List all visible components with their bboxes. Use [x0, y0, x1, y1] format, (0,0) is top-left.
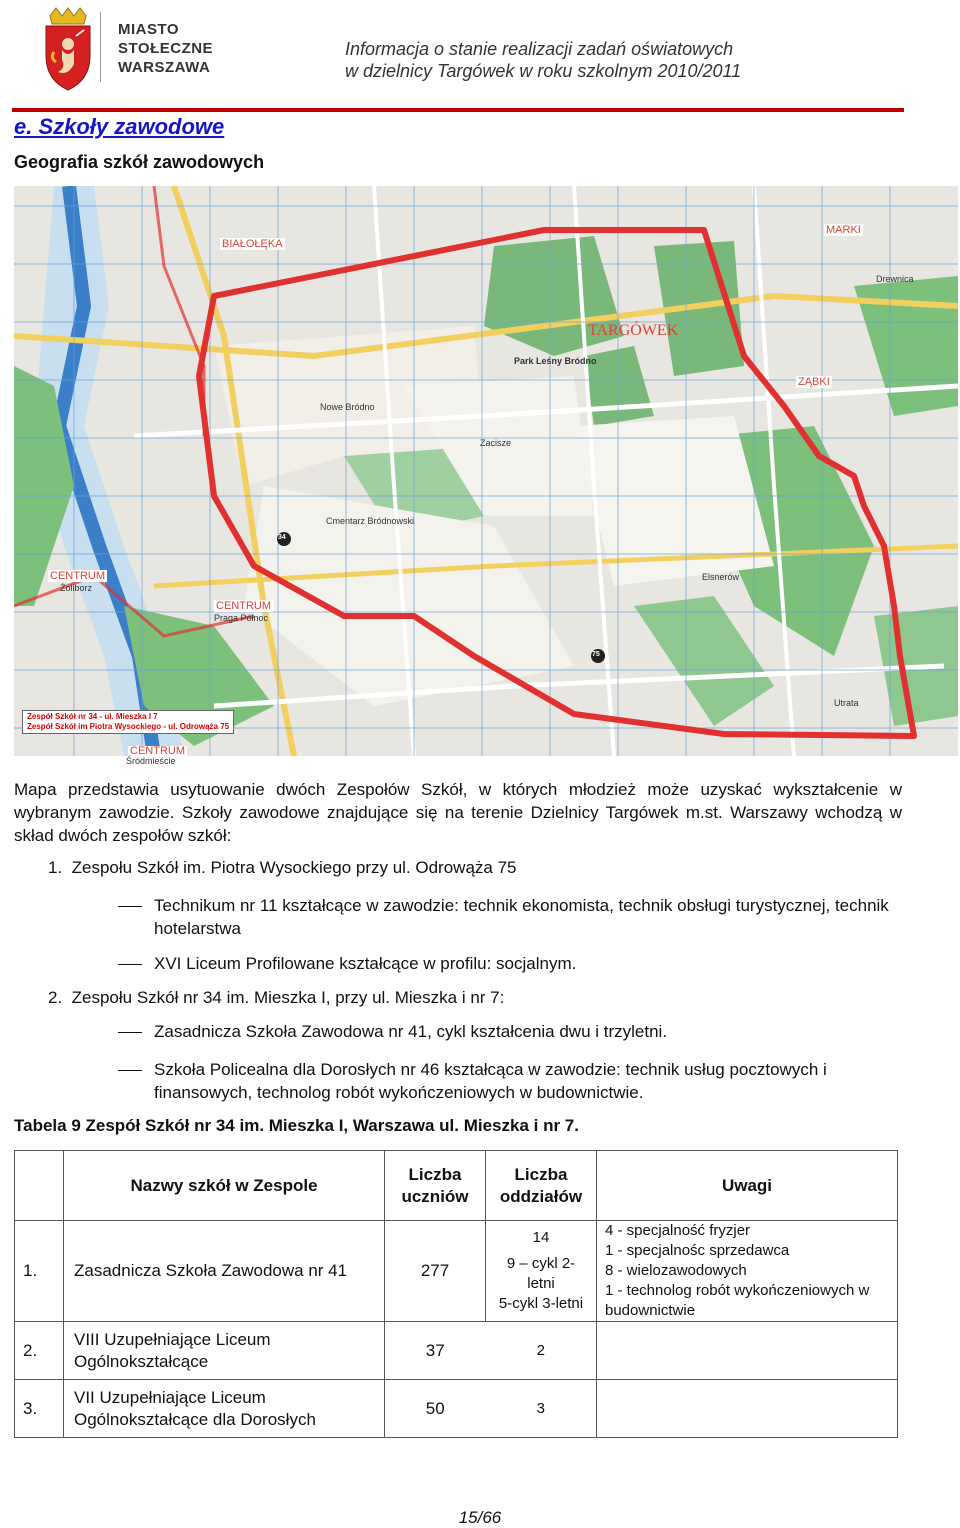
dash-bullet	[118, 1032, 142, 1033]
table-caption: Tabela 9 Zespół Szkół nr 34 im. Mieszka I, Warszawa ul. Mieszka i nr 7.	[14, 1116, 579, 1135]
row-notes	[597, 1380, 898, 1438]
row-name: VIII Uzupełniające Liceum Ogólnokształcące	[64, 1322, 385, 1380]
map-graphic	[14, 186, 958, 756]
header-name: Nazwy szkół w Zespole	[64, 1151, 385, 1221]
header-notes: Uwagi	[597, 1151, 898, 1221]
map-label-targowek: TARGÓWEK	[588, 322, 679, 339]
dash-bullet	[118, 964, 142, 965]
row-notes	[597, 1322, 898, 1380]
header-classes: Liczba oddziałów	[486, 1151, 597, 1221]
dash-bullet	[118, 1070, 142, 1071]
row-notes: 4 - specjalność fryzjer 1 - specjalnośc sprzedawca 8 - wielozawodowych 1 - technolog robót wykończeniowych w budownictwie	[597, 1221, 898, 1322]
school-marker-34-label: 34	[278, 534, 286, 541]
table-row	[15, 1322, 898, 1380]
map-label-drewnica: Drewnica	[876, 274, 914, 284]
group-2: 2. Zespołu Szkół nr 34 im. Mieszka I, przy ul. Mieszka i nr 7:	[48, 988, 505, 1007]
group-2-item-2: Szkoła Policealna dla Dorosłych nr 46 kształcąca w zawodzie: technik usług pocztowych i finansowych, technolog robót wykończeniowych w budownictwie.	[154, 1060, 827, 1102]
header-rule	[12, 108, 904, 112]
schools-table	[14, 1150, 898, 1438]
header-students: Liczba uczniów	[385, 1151, 486, 1221]
map-label-zacisze: Zacisze	[480, 438, 512, 448]
map-label-cemetery: Cmentarz Bródnowski	[326, 516, 415, 526]
page-header	[0, 0, 960, 112]
group-1: 1. Zespołu Szkół im. Piotra Wysockiego przy ul. Odrowąża 75	[48, 858, 517, 877]
row-students: 277	[385, 1221, 486, 1322]
map-label-park: Park Leśny Bródno	[514, 356, 597, 366]
page-number: 15/66	[458, 1508, 502, 1527]
logo-divider	[100, 12, 101, 82]
city-logo-text: MIASTO STOŁECZNE WARSZAWA	[118, 21, 214, 76]
row-classes: 3	[486, 1380, 597, 1438]
map-label-marki: MARKI	[826, 224, 861, 236]
district-map	[14, 186, 958, 756]
section-subtitle: Geografia szkół zawodowych	[14, 152, 265, 172]
row-students: 37	[385, 1322, 486, 1380]
map-label-nowe-brodno: Nowe Bródno	[320, 402, 375, 412]
row-name: Zasadnicza Szkoła Zawodowa nr 41	[64, 1221, 385, 1322]
row-num: 3.	[15, 1380, 64, 1438]
row-classes: 14 9 – cykl 2-letni 5-cykl 3-letni	[486, 1221, 597, 1322]
table-header-row	[15, 1151, 898, 1221]
report-title: Informacja o stanie realizacji zadań oświatowych w dzielnicy Targówek w roku szkolnym 2010/2011	[345, 39, 742, 81]
map-label-centrum-zoliborz: CENTRUM Żoliborz	[50, 570, 105, 593]
group-1-item-1: Technikum nr 11 kształcące w zawodzie: technik ekonomista, technik obsługi turystycznej, technik hotelarstwa	[154, 896, 889, 938]
map-legend: Zespół Szkół nr 34 - ul. Mieszka I 7 Zespół Szkół im Piotra Wysockiego - ul. Odrowąża 75	[22, 710, 234, 734]
row-students: 50	[385, 1380, 486, 1438]
row-num: 1.	[15, 1221, 64, 1322]
map-label-utrata: Utrata	[834, 698, 859, 708]
row-name: VII Uzupełniające Liceum Ogólnokształcące dla Dorosłych	[64, 1380, 385, 1438]
group-1-item-2: XVI Liceum Profilowane kształcące w profilu: socjalnym.	[154, 954, 577, 973]
row-num: 2.	[15, 1322, 64, 1380]
map-label-centrum-praga: CENTRUM Praga Północ	[214, 600, 271, 623]
dash-bullet	[118, 906, 142, 907]
group-2-item-1: Zasadnicza Szkoła Zawodowa nr 41, cykl kształcenia dwu i trzyletni.	[154, 1022, 668, 1041]
table-row	[15, 1221, 898, 1322]
map-label-zabki: ZĄBKI	[798, 376, 830, 388]
map-label-centrum-srodmiescie-sub: Śródmieście	[126, 756, 176, 766]
table-row	[15, 1380, 898, 1438]
row-classes: 2	[486, 1322, 597, 1380]
map-label-centrum-srodmiescie: CENTRUM	[130, 745, 185, 756]
school-marker-75-label: 75	[592, 651, 600, 658]
map-label-elsnerow: Elsnerów	[702, 572, 740, 582]
section-title: e. Szkoły zawodowe	[14, 114, 225, 139]
header-num	[15, 1151, 64, 1221]
warsaw-crest-icon	[28, 6, 108, 92]
intro-paragraph: Mapa przedstawia usytuowanie dwóch Zespołów Szkół, w których młodzież może uzyskać wykształcenie w wybranym zawodzie. Szkoły zawodowe znajdujące się na terenie Dzielnicy Targówek m.st. Warszawy wchodzą w skład dwóch zespołów szkół:	[14, 780, 902, 845]
map-label-bialoleka: BIAŁOŁĘKA	[222, 238, 283, 250]
